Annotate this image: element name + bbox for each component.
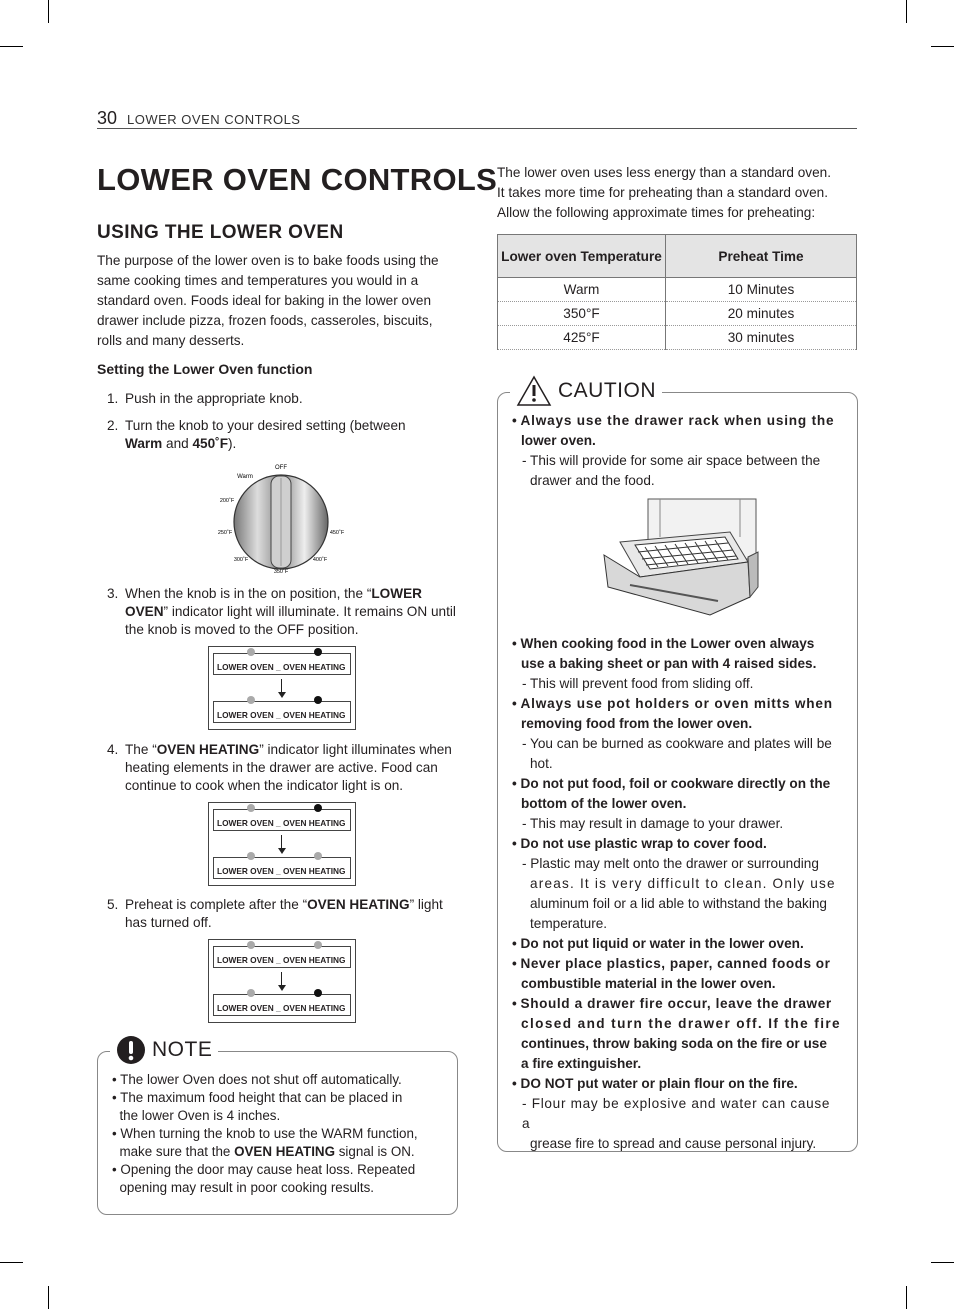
knob-label-300: 300˚F xyxy=(233,557,249,563)
crop-mark xyxy=(931,1262,954,1263)
text-line: The purpose of the lower oven is to bake foods using the xyxy=(97,253,439,268)
right-intro xyxy=(497,163,857,223)
caution-detail: - You can be burned as cookware and plates will be hot. xyxy=(522,736,832,771)
table-header: Lower oven Temperature xyxy=(498,235,666,278)
oven-heating-light-off xyxy=(314,852,322,860)
caution-item: • Should a drawer fire occur, leave the drawer closed and turn the drawer off. If the fire continues, throw baking soda on the fire or use a fire extinguisher. xyxy=(512,996,842,1071)
indicator-diagram-2 xyxy=(208,802,356,886)
preheat-table xyxy=(497,234,857,350)
indicator-panel: LOWER OVEN _ OVEN HEATING xyxy=(213,857,351,879)
note-icon xyxy=(116,1035,146,1065)
lower-oven-light-off xyxy=(247,989,255,997)
caution-item: • Do not use plastic wrap to cover food. xyxy=(512,836,767,851)
note-item: • Opening the door may cause heat loss. Repeated opening may result in poor cooking results. xyxy=(112,1162,416,1195)
step-4 xyxy=(107,741,457,795)
arrow-head xyxy=(278,848,286,854)
caution-header xyxy=(510,373,662,409)
indicator-diagram-3 xyxy=(208,939,356,1023)
knob-label-350: 350˚F xyxy=(273,569,289,575)
step-2 xyxy=(107,417,457,453)
caution-detail: - This will prevent food from sliding off. xyxy=(522,676,754,691)
indicator-panel: LOWER OVEN _ OVEN HEATING xyxy=(213,701,351,723)
step-3 xyxy=(107,585,457,639)
note-list xyxy=(112,1071,442,1197)
table-row: Warm 10 Minutes xyxy=(498,278,857,302)
oven-heating-light-on xyxy=(314,648,322,656)
lower-oven-light-off xyxy=(247,648,255,656)
page-number: 30 xyxy=(97,108,118,128)
arrow-down xyxy=(281,679,282,693)
arrow-head xyxy=(278,985,286,991)
oven-heating-light-on xyxy=(314,804,322,812)
knob-label-400: 400˚F xyxy=(312,557,328,563)
caution-detail: - This may result in damage to your drawer. xyxy=(522,816,784,831)
step-number: 5. xyxy=(107,897,119,912)
text-line: drawer include pizza, frozen foods, casseroles, biscuits, xyxy=(97,313,433,328)
caution-detail: - Plastic may melt onto the drawer or surrounding areas. It is very difficult to clean. Only use aluminum foil or a lid able to withstand the baking temperature. xyxy=(522,856,836,931)
text-line: rolls and many desserts. xyxy=(97,333,245,348)
knob-label-250: 250˚F xyxy=(217,530,233,536)
indicator-panel: LOWER OVEN _ OVEN HEATING xyxy=(213,653,351,675)
text-line: standard oven. Foods ideal for baking in the lower oven xyxy=(97,293,432,308)
setting-heading: Setting the Lower Oven function xyxy=(97,361,313,377)
caution-detail: - Flour may be explosive and water can cause a grease fire to spread and cause personal injury. xyxy=(522,1096,831,1151)
knob-label-450: 450˚F xyxy=(329,530,345,536)
knob-label-200: 200˚F xyxy=(219,498,235,504)
crop-mark xyxy=(48,1286,49,1309)
indicator-panel: LOWER OVEN _ OVEN HEATING xyxy=(213,946,351,968)
step-text: When the knob is in the on position, the “LOWER OVEN” indicator light will illuminate. It remains ON until the knob is moved to the OFF position. xyxy=(125,586,456,637)
lower-oven-light-off xyxy=(247,804,255,812)
step-5 xyxy=(107,896,457,932)
step-number: 1. xyxy=(107,391,119,406)
intro-paragraph xyxy=(97,251,462,351)
page-title: LOWER OVEN CONTROLS xyxy=(97,162,498,197)
crop-mark xyxy=(48,0,49,23)
indicator-panel: LOWER OVEN _ OVEN HEATING xyxy=(213,994,351,1016)
caution-detail: - This will provide for some air space between the drawer and the food. xyxy=(522,453,821,488)
oven-heating-light-on xyxy=(314,696,322,704)
drawer-illustration xyxy=(600,497,760,622)
crop-mark xyxy=(906,1286,907,1309)
lower-oven-light-off xyxy=(247,852,255,860)
oven-heating-light-on xyxy=(314,989,322,997)
caution-item: • Do not put liquid or water in the lower oven. xyxy=(512,936,804,951)
indicator-diagram-1 xyxy=(208,646,356,730)
knob-label-off: OFF xyxy=(275,465,287,471)
note-item: • The maximum food height that can be placed in the lower Oven is 4 inches. xyxy=(112,1090,403,1123)
note-item: • When turning the knob to use the WARM function, make sure that the OVEN HEATING signal is ON. xyxy=(112,1126,418,1159)
step-number: 4. xyxy=(107,742,119,757)
text-line: Allow the following approximate times for preheating: xyxy=(497,205,816,220)
text-line: The lower oven uses less energy than a standard oven. xyxy=(497,165,832,180)
running-header: LOWER OVEN CONTROLS xyxy=(127,112,301,127)
crop-mark xyxy=(906,0,907,23)
step-text: Preheat is complete after the “OVEN HEATING” light has turned off. xyxy=(125,897,443,930)
crop-mark xyxy=(0,1262,23,1263)
indicator-panel: LOWER OVEN _ OVEN HEATING xyxy=(213,809,351,831)
step-text: Push in the appropriate knob. xyxy=(125,391,303,406)
note-header xyxy=(110,1034,218,1066)
step-number: 2. xyxy=(107,418,119,433)
step-text: Turn the knob to your desired setting (between Warm and 450˚F). xyxy=(125,418,406,451)
table-row: 350°F 20 minutes xyxy=(498,302,857,326)
oven-heating-light-off xyxy=(314,941,322,949)
note-item: • The lower Oven does not shut off automatically. xyxy=(112,1072,402,1087)
lower-oven-light-off xyxy=(247,941,255,949)
table-row: 425°F 30 minutes xyxy=(498,326,857,350)
note-title: NOTE xyxy=(152,1038,213,1061)
section-title: USING THE LOWER OVEN xyxy=(97,222,344,243)
crop-mark xyxy=(0,46,23,47)
arrow-down xyxy=(281,972,282,986)
caution-item: • Always use the drawer rack when using the lower oven. xyxy=(512,413,835,448)
caution-item: • DO NOT put water or plain flour on the fire. xyxy=(512,1076,798,1091)
knob-label-warm: Warm xyxy=(237,474,253,480)
step-number: 3. xyxy=(107,586,119,601)
caution-title: CAUTION xyxy=(558,379,656,402)
text-line: It takes more time for preheating than a standard oven. xyxy=(497,185,828,200)
lower-oven-light-off xyxy=(247,696,255,704)
caution-item: • Never place plastics, paper, canned foods or combustible material in the lower oven. xyxy=(512,956,831,991)
step-text: The “OVEN HEATING” indicator light illuminates when heating elements in the drawer are active. Food can continue to cook when the indicator light is on. xyxy=(125,742,452,793)
text-line: same cooking times and temperatures you would in a xyxy=(97,273,419,288)
arrow-head xyxy=(278,692,286,698)
arrow-down xyxy=(281,835,282,849)
step-1 xyxy=(107,390,457,408)
caution-item: • Always use pot holders or oven mitts when removing food from the lower oven. xyxy=(512,696,833,731)
header-rule xyxy=(97,128,857,129)
table-header: Preheat Time xyxy=(666,235,857,278)
warning-triangle-icon xyxy=(516,375,552,407)
caution-item: • When cooking food in the Lower oven always use a baking sheet or pan with 4 raised sides. xyxy=(512,636,817,671)
crop-mark xyxy=(931,46,954,47)
caution-item: • Do not put food, foil or cookware directly on the bottom of the lower oven. xyxy=(512,776,831,811)
knob-illustration xyxy=(215,460,347,578)
